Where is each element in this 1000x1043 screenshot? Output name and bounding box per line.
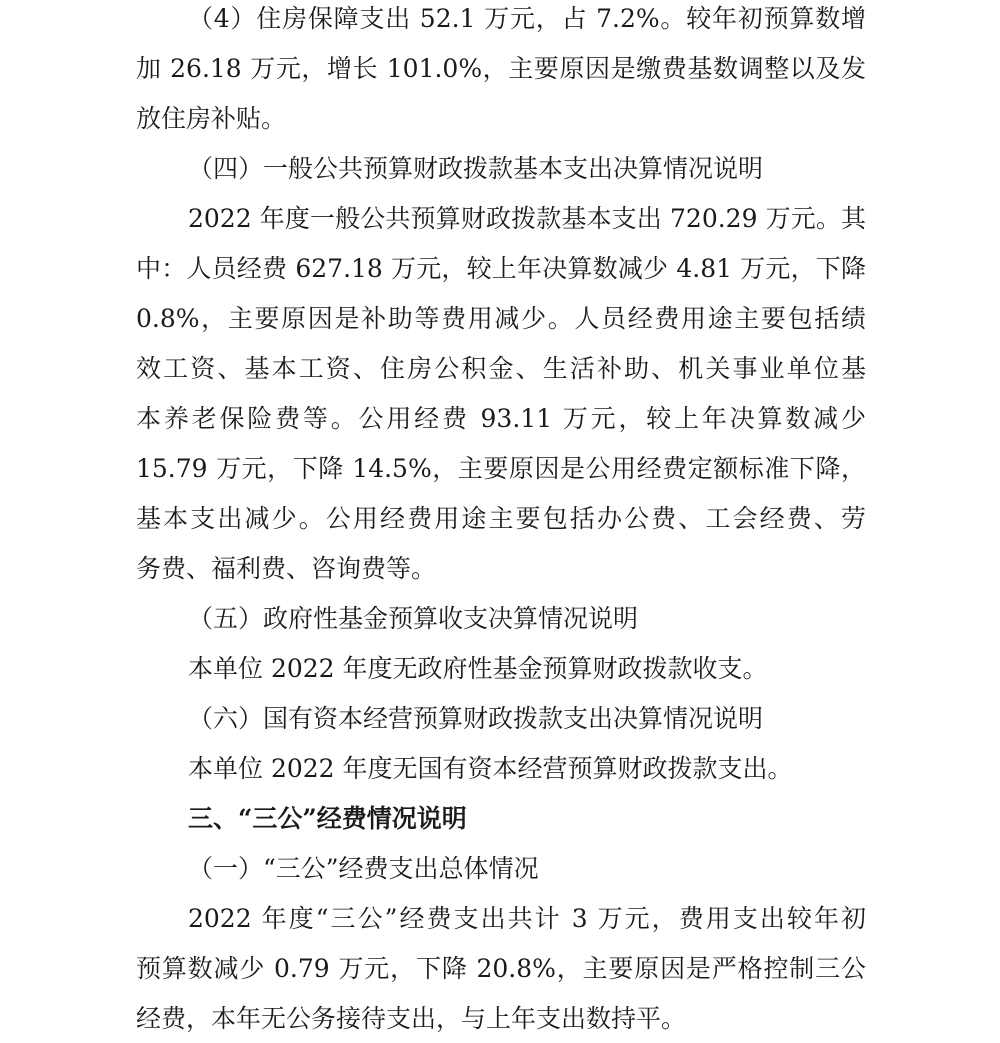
part-three-line-1: 2022 年度“三公”经费支出共计 3 万元，费用支出较年初: [188, 904, 866, 933]
section-five-heading: （五）政府性基金预算收支决算情况说明: [188, 604, 639, 633]
section-four-line-1: 2022 年度一般公共预算财政拨款基本支出 720.29 万元。其: [188, 204, 866, 233]
section-four-line-7: 基本支出减少。公用经费用途主要包括办公费、工会经费、劳: [136, 504, 866, 533]
section-four-line-2: 中：人员经费 627.18 万元，较上年决算数减少 4.81 万元，下降: [136, 254, 866, 283]
part-three-line-3: 经费，本年无公务接待支出，与上年支出数持平。: [136, 1004, 687, 1033]
part-three-heading: 三、“三公”经费情况说明: [188, 804, 467, 833]
section-four-heading: （四）一般公共预算财政拨款基本支出决算情况说明: [188, 154, 764, 183]
section-four-line-8: 务费、福利费、咨询费等。: [136, 554, 437, 583]
housing-line-1: （4）住房保障支出 52.1 万元，占 7.2%。较年初预算数增: [188, 4, 866, 33]
housing-line-3: 放住房补贴。: [136, 104, 287, 133]
section-six-text: 本单位 2022 年度无国有资本经营预算财政拨款支出。: [188, 754, 793, 783]
housing-line-2: 加 26.18 万元，增长 101.0%，主要原因是缴费基数调整以及发: [136, 54, 866, 83]
section-six-heading: （六）国有资本经营预算财政拨款支出决算情况说明: [188, 704, 764, 733]
section-four-line-4: 效工资、基本工资、住房公积金、生活补助、机关事业单位基: [136, 354, 866, 383]
section-four-line-3: 0.8%，主要原因是补助等费用减少。人员经费用途主要包括绩: [136, 304, 866, 333]
section-four-line-5: 本养老保险费等。公用经费 93.11 万元，较上年决算数减少: [136, 404, 866, 433]
section-five-text: 本单位 2022 年度无政府性基金预算财政拨款收支。: [188, 654, 768, 683]
part-three-sub-heading: （一）“三公”经费支出总体情况: [188, 854, 539, 883]
section-four-line-6: 15.79 万元，下降 14.5%，主要原因是公用经费定额标准下降，: [136, 454, 866, 483]
part-three-line-2: 预算数减少 0.79 万元，下降 20.8%，主要原因是严格控制三公: [136, 954, 866, 983]
